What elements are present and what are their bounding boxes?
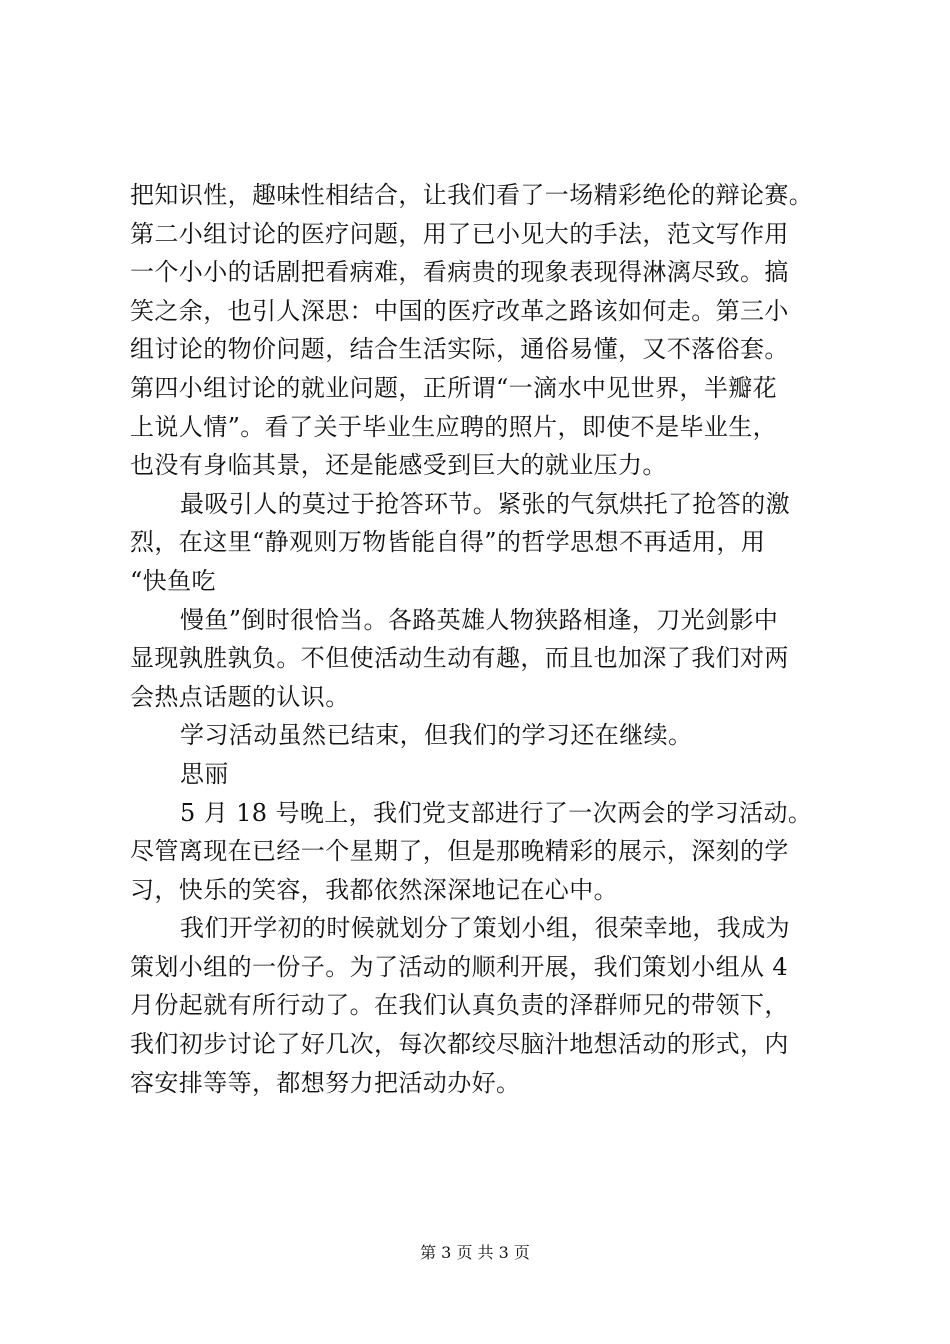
text-line: 会热点话题的认识。: [130, 682, 350, 711]
text-line: 策划小组的一份子。为了活动的顺利开展，我们策划小组从 4: [130, 952, 789, 981]
text-line: 一个小小的话剧把看病难，看病贵的现象表现得淋漓尽致。搞: [130, 258, 789, 287]
text-line: 月份起就有所行动了。在我们认真负责的泽群师兄的带领下，: [130, 991, 789, 1020]
text-line: 容安排等等，都想努力把活动办好。: [130, 1068, 521, 1097]
text-line: 烈，在这里“静观则万物皆能自得”的哲学思想不再适用，用: [130, 528, 766, 557]
text-line: 最吸引人的莫过于抢答环节。紧张的气氛烘托了抢答的激: [180, 489, 790, 518]
text-line: 习，快乐的笑容，我都依然深深地记在心中。: [130, 875, 618, 904]
text-line: 上说人情”。看了关于毕业生应聘的照片，即使不是毕业生，: [130, 412, 778, 441]
text-line: “快鱼吃: [130, 566, 216, 595]
text-line: 我们初步讨论了好几次，每次都绞尽脑汁地想活动的形式，内: [130, 1030, 789, 1059]
text-line: 笑之余，也引人深思：中国的医疗改革之路该如何走。第三小: [130, 296, 789, 325]
text-line: 第四小组讨论的就业问题，正所谓“一滴水中见世界，半瓣花: [130, 373, 778, 402]
text-line: 把知识性，趣味性相结合，让我们看了一场精彩绝伦的辩论赛。: [130, 181, 814, 209]
text-line: 尽管离现在已经一个星期了，但是那晚精彩的展示，深刻的学: [130, 837, 789, 866]
text-line: 5 月 18 号晚上，我们党支部进行了一次两会的学习活动。: [180, 798, 813, 827]
text-line: 我们开学初的时候就划分了策划小组，很荣幸地，我成为: [180, 914, 790, 943]
text-line: 第二小组讨论的医疗问题，用了已小见大的手法，范文写作用: [130, 219, 789, 248]
text-line: 思丽: [180, 759, 229, 788]
document-body: [130, 176, 830, 1102]
page-footer: 第 3 页 共 3 页: [420, 1243, 530, 1262]
text-line: 慢鱼”倒时很恰当。各路英雄人物狭路相逢，刀光剑影中: [180, 605, 779, 634]
text-line: 学习活动虽然已结束，但我们的学习还在继续。: [180, 721, 693, 750]
text-line: 组讨论的物价问题，结合生活实际，通俗易懂，又不落俗套。: [130, 335, 789, 364]
text-line: 也没有身临其景，还是能感受到巨大的就业压力。: [130, 451, 667, 480]
text-line: 显现孰胜孰负。不但使活动生动有趣，而且也加深了我们对两: [130, 644, 789, 673]
